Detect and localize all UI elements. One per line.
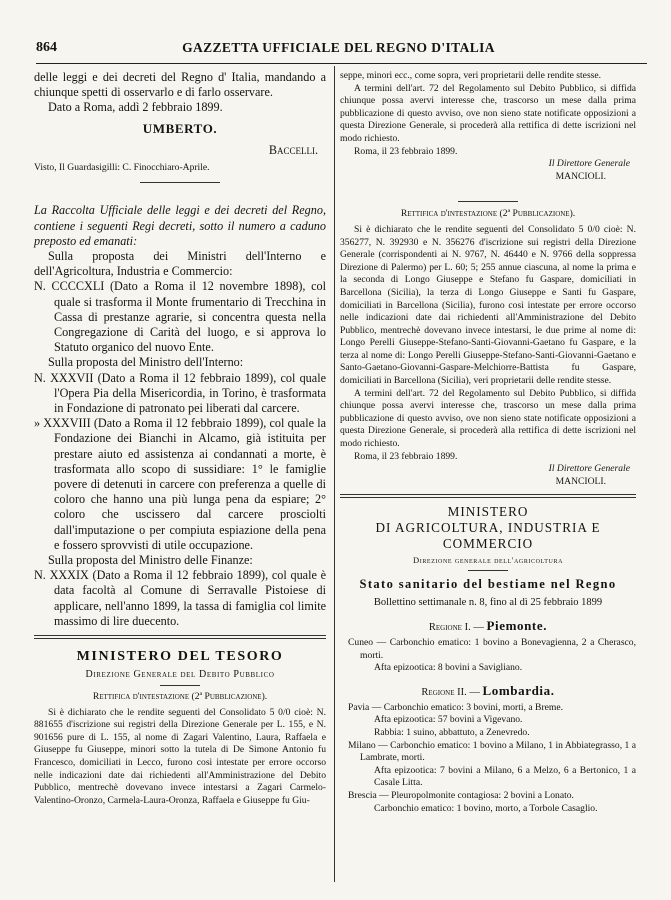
decree-cccxli: N. CCCCXLI (Dato a Roma il 12 novembre 1898), col quale si trasforma il Monte frumentario di Trecchina in Cassa di prestanze agrarie, si concentra questa nella Congregazione di Carità del luogo, e si approva lo Statuto organico del nuovo Ente. bbox=[34, 279, 326, 355]
page-number: 864 bbox=[36, 40, 57, 55]
section-rule bbox=[34, 635, 326, 639]
report-pavia-afta: Afta epizootica: 57 bovini a Vigevano. bbox=[374, 714, 523, 726]
left-column bbox=[34, 70, 326, 807]
director-name-1: MANCIOLI. bbox=[555, 170, 606, 182]
decree-closing: delle leggi e dei decreti del Regno d' Italia, mandando a chiunque spetti di osservarlo e di farlo osservare. bbox=[34, 70, 326, 100]
report-milano: Milano — Carbonchio ematico: 1 bovino a Milano, 1 in Abbiategrasso, 1 a Lambrate, morti. bbox=[348, 739, 636, 764]
region-piemonte bbox=[340, 618, 636, 634]
right-column bbox=[340, 70, 636, 815]
gazette-title: GAZZETTA UFFICIALE DEL REGNO D'ITALIA bbox=[182, 40, 495, 55]
bulletin-heading: Stato sanitario del bestiame nel Regno bbox=[359, 577, 617, 592]
royal-signature: UMBERTO. bbox=[142, 120, 218, 136]
rettifica-text-2: Si è dichiarato che le rendite seguenti del Consolidato 5 0/0 cioè: N. 356277, N. 392930 e N. 356276 d'iscrizione sui registri della Direzione Generale (corrispondenti ai N. 9767, N. 46440 e N. 9766 della soppressa Direzione di Palermo) per L. 60; 5; 255 annue ciascuna, al nome la prima e la seconda di Longo Giuseppe e Stefano fu Gaspare, domiciliati in Barcellona (Sicilia), la terza di Longo Giuseppe e Santi fu Gaspare, domiciliati in Barcellona (Sicilia), furono così intestate per errore occorso nelle indicazioni date dai richiedenti all'Amministrazione del Debito Pubblico, mentrechè dovevano invece intestarsi, le due prime al nome di: Longo Perelli Giuseppe-Stefano-Santi-Giovanni-Gaetano fu Gaspare, e la terza al nome di: Longo Perelli Giuseppe-Stefano-Santi-Giovanni-Gaetano e Santo-Gaetano-Giovanni-Gaspare-Melchiorre-Battista fu Gaspare, domiciliati in Barcellona (Sicilia), veri proprietarii delle rendite stesse. bbox=[340, 223, 636, 387]
region-label: Regione II. — bbox=[421, 686, 480, 698]
ministry-title: MINISTERO DEL TESORO bbox=[76, 649, 284, 665]
header-rule bbox=[36, 63, 647, 64]
ministry-line-1: MINISTERO bbox=[447, 504, 529, 520]
proposal-interior: Sulla proposta del Ministro dell'Interno: bbox=[48, 355, 244, 370]
rettifica-text: Si è dichiarato che le rendite seguenti del Consolidato 5 0/0 cioè: N. 881655 d'iscrizione sui registri della Direzione Generale per L. 155, e N. 901656 pure di L. 155, al nome di Zagari Valentino, Laura, Raffaela e Giuseppe fu Giuseppe, minori sotto la tutela di De Simone Antonio fu Francesco, domiciliati in Lecco, furono così intestate per errore occorso nelle indicazioni date dai richiedenti all'Amministrazione del Debito Pubblico, mentrechè dovevano invece intestarsi a Zagari Carmelo-Valentino-Oronzo, Carmela-Laura-Oronza, Raffaela e Giuseppe fu Giu- bbox=[34, 706, 326, 806]
proposal-interior-agriculture: Sulla proposta dei Ministri dell'Interno e dell'Agricoltura, Industria e Commercio: bbox=[34, 249, 326, 279]
report-brescia-carbonchio: Carbonchio ematico: 1 bovino, morto, a Torbole Casaglio. bbox=[374, 802, 598, 814]
column-divider bbox=[334, 66, 335, 882]
directorate: Direzione Generale del Debito Pubblico bbox=[85, 669, 275, 681]
region-name: Lombardia. bbox=[482, 682, 555, 698]
report-brescia: Brescia — Pleuropolmonite contagiosa: 2 bovini a Lonato. bbox=[348, 789, 574, 801]
separator bbox=[160, 685, 200, 686]
termini-notice-2: A termini dell'art. 72 del Regolamento sul Debito Pubblico, si diffida chiunque possa avervi interesse che, trascorso un mese dalla prima pubblicazione di questo avviso, ove non sieno state notificate opposizioni a questa Direzione Generale, si procederà alla rettifica di dette iscrizioni nel modo richiesto. bbox=[340, 387, 636, 450]
report-cuneo-afta: Afta epizootica: 8 bovini a Savigliano. bbox=[374, 662, 523, 674]
visto-line: Visto, Il Guardasigilli: C. Finocchiaro-Aprile. bbox=[34, 161, 210, 173]
report-pavia: Pavia — Carbonchio ematico: 3 bovini, morti, a Breme. bbox=[348, 701, 564, 713]
section-rule bbox=[340, 494, 636, 498]
ministry-line-2: DI AGRICOLTURA, INDUSTRIA E COMMERCIO bbox=[375, 520, 601, 552]
report-cuneo: Cuneo — Carbonchio ematico: 1 bovino a Bonevagienna, 2 a Cherasco, morti. bbox=[348, 637, 636, 661]
director-name-2: MANCIOLI. bbox=[555, 475, 606, 487]
termini-notice-1: A termini dell'art. 72 del Regolamento sul Debito Pubblico, si diffida chiunque possa avervi interesse che, trascorso un mese dalla prima pubblicazione di questo avviso, ove non sieno state notificate opposizioni a questa Direzione Generale, si procederà alla rettifica di dette iscrizioni nel modo richiesto. bbox=[340, 82, 636, 144]
bulletin-subtitle: Bollettino settimanale n. 8, fino al dì 25 febbraio 1899 bbox=[373, 597, 603, 609]
region-label: Regione I. — bbox=[428, 622, 484, 633]
raccolta-intro: La Raccolta Ufficiale delle leggi e dei decreti del Regno, contiene i seguenti Regi decreti, sotto il numero a caduno preposto ed emanati: bbox=[34, 203, 326, 248]
report-pavia-rabbia: Rabbia: 1 suino, abbattuto, a Zenevredo. bbox=[374, 726, 530, 738]
director-title-2: Il Direttore Generale bbox=[548, 463, 630, 475]
rettifica-title-2: Rettifica d'intestazione (2ª Pubblicazione). bbox=[400, 208, 576, 220]
director-title-1: Il Direttore Generale bbox=[548, 158, 630, 170]
decree-date: Dato a Roma, addì 2 febbraio 1899. bbox=[48, 100, 223, 115]
directorate-agriculture: Direzione generale dell'agricoltura bbox=[412, 555, 564, 566]
report-milano-afta: Afta epizootica: 7 bovini a Milano, 6 a Melzo, 6 a Bertonico, 1 a Casale Litta. bbox=[374, 764, 636, 789]
rettifica-title: Rettifica d'intestazione (2ª Pubblicazione). bbox=[92, 691, 268, 703]
separator bbox=[468, 570, 508, 571]
proposal-finance: Sulla proposta del Ministro delle Finanze: bbox=[48, 553, 253, 568]
decree-xxxix: N. XXXIX (Dato a Roma il 12 febbraio 1899), col quale è data facoltà al Comune di Serravalle Pistoiese di applicare, nell'anno 1899, la tassa di famiglia col limite massimo di lire duecento. bbox=[34, 568, 326, 628]
countersignature: Baccelli. bbox=[268, 142, 318, 157]
separator bbox=[140, 182, 220, 183]
decree-xxxviii: » XXXVIII (Dato a Roma il 12 febbraio 1899), col quale la Fondazione dei Bianchi in Alcamo, già istituita per prestare aiuto ed assistenza ai condannati a morte, è trasformata allo scopo di sussidiare: 1° le famiglie povere di detenuti in carcere con preferenza a quelle di coloro che hanno una più lunga pena da espiare; 2° coloro che uscissero dal carcere prosciolti dall'imputazione o per compiuta espiazione della pena e fossero sprovvisti di utile occupazione. bbox=[34, 416, 326, 552]
separator bbox=[458, 201, 518, 202]
date-1: Roma, il 23 febbraio 1899. bbox=[354, 145, 458, 157]
page-header bbox=[36, 38, 641, 60]
region-name: Piemonte. bbox=[486, 618, 548, 633]
region-lombardia bbox=[340, 683, 636, 699]
date-2: Roma, il 23 febbraio 1899. bbox=[354, 450, 458, 462]
decree-xxxvii: N. XXXVII (Dato a Roma il 12 febbraio 1899), col quale l'Opera Pia della Misericordia, in Torino, è trasformata in Fondazione di patronato pei liberati dal carcere. bbox=[34, 370, 326, 416]
continued-text: seppe, minori ecc., come sopra, veri proprietarii delle rendite stesse. bbox=[340, 70, 602, 81]
